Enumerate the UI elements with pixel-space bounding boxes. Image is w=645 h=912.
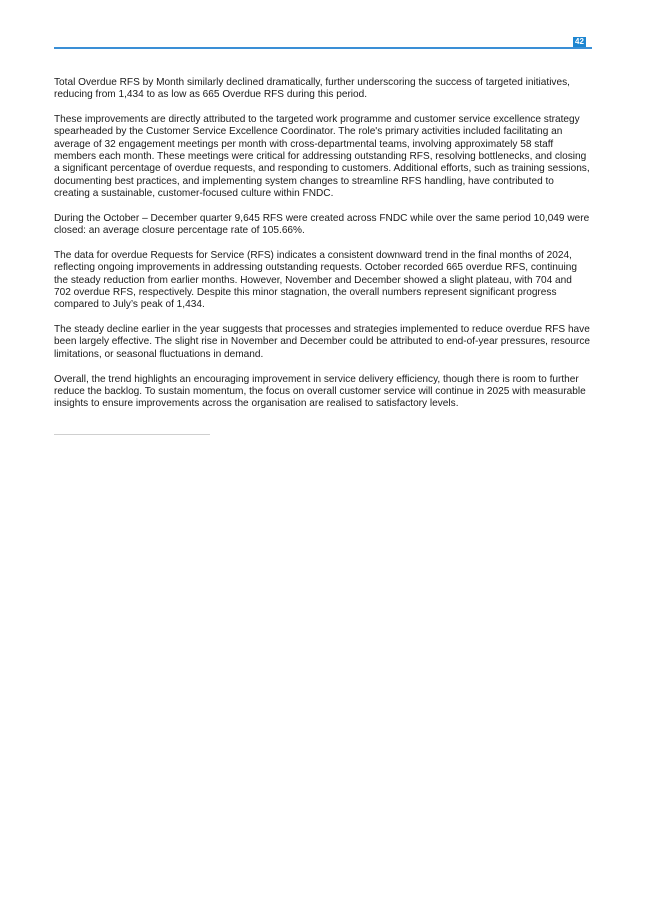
document-body <box>54 77 590 423</box>
paragraph-conclusion: Overall, the trend highlights an encouraging improvement in service delivery efficiency, though there is room to further reduce the backlog. To sustain momentum, the focus on overall customer service will continue in 2025 with measurable insights to ensure improvements across the organisation are realised to satisfactory levels. <box>54 373 586 410</box>
paragraph-overdue-summary: Total Overdue RFS by Month similarly declined dramatically, further underscoring the success of targeted initiatives, reducing from 1,434 to as low as 665 Overdue RFS during this period. <box>54 77 570 101</box>
header-rule <box>54 47 592 49</box>
paragraph-overdue-trend: The data for overdue Requests for Service (RFS) indicates a consistent downward trend in the final months of 2024, reflecting ongoing improvements in addressing outstanding requests. October recorded 665 overdue RFS, continuing the steady reduction from earlier months. However, November and December showed a slight plateau, with 704 and 702 overdue RFS, respectively. Despite this minor stagnation, the overall numbers represent significant progress compared to July’s peak of 1,434. <box>54 250 577 311</box>
paragraph-quarter-stats: During the October – December quarter 9,645 RFS were created across FNDC while over the same period 10,049 were closed: an average closure percentage rate of 105.66%. <box>54 212 590 237</box>
footnote-rule <box>54 434 210 435</box>
page-number: 42 <box>573 37 586 47</box>
paragraph-improvements: These improvements are directly attributed to the targeted work programme and customer service excellence strategy spearheaded by the Customer Service Excellence Coordinator. The role's primary activities included facilitating an average of 32 engagement meetings per month with cross-departmental teams, involving approximately 58 staff members each month. These meetings were critical for addressing outstanding RFS, resolving bottlenecks, and closing a significant percentage of overdue requests, and responding to customers. Additional efforts, such as training sessions, documenting best practices, and implementing system changes to streamline RFS handling, have contributed to creating a sustainable, customer-focused culture within FNDC. <box>54 114 590 199</box>
paragraph-decline-analysis: The steady decline earlier in the year suggests that processes and strategies implemented to reduce overdue RFS have been largely effective. The slight rise in November and December could be attributed to end-of-year pressures, resource limitations, or seasonal fluctuations in demand. <box>54 324 590 360</box>
